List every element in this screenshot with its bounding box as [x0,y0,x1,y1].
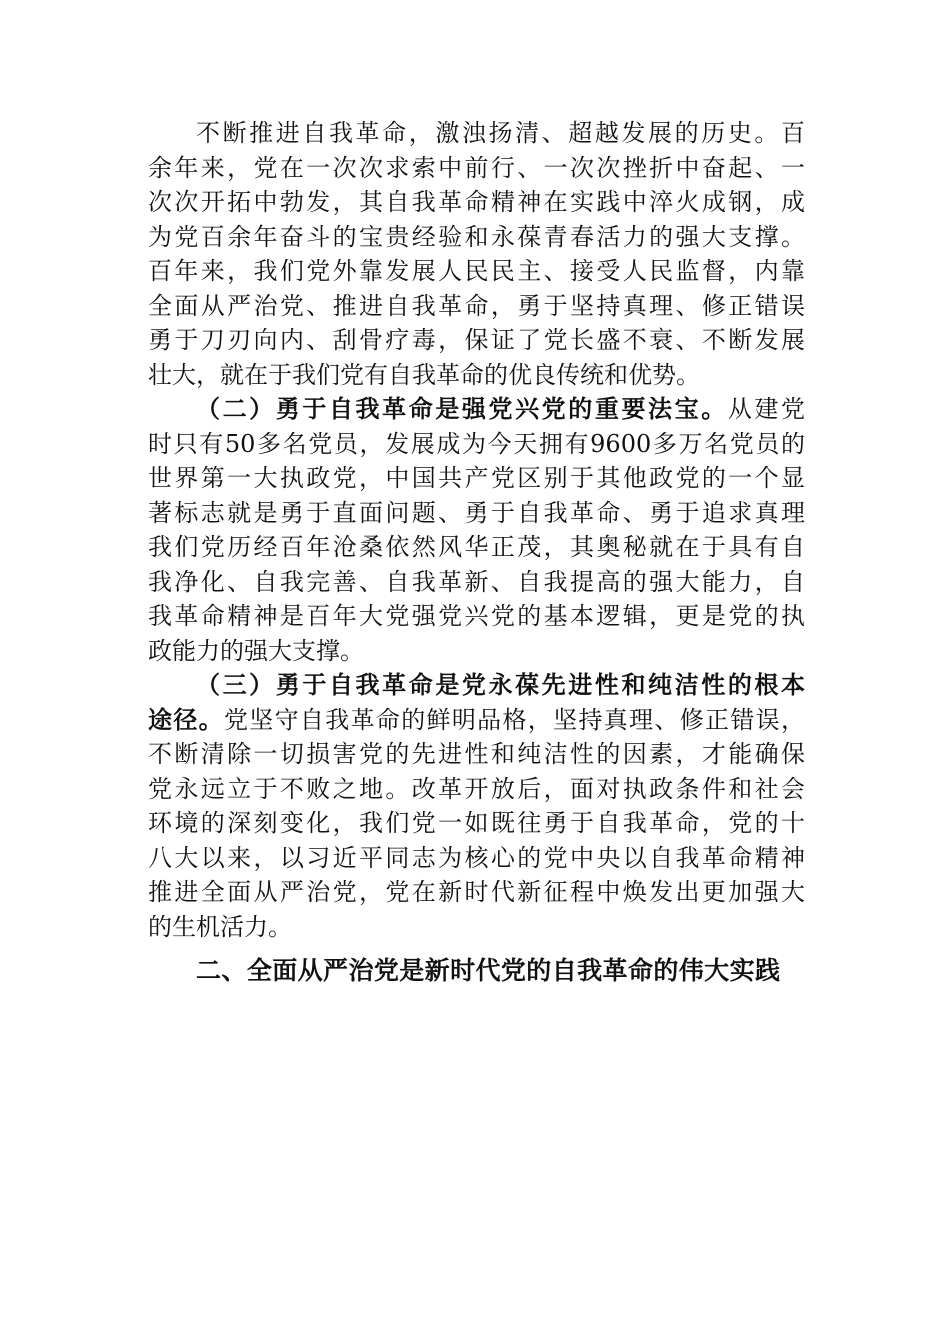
text: 世界第一大执政党，中国共产党区别于其他政党的一个显 [148,464,805,492]
text: 时只有50多名党员，发展成为今天拥有9600多万名党员的 [148,429,805,458]
paragraph-line [148,323,805,357]
text: 百年来，我们党外靠发展人民民主、接受人民监督，内靠 [148,257,805,285]
paragraph-line [148,220,805,254]
text: 著标志就是勇于直面问题、勇于自我革命、勇于追求真理 [148,498,805,527]
paragraph-line [148,358,805,392]
text: 不断推进自我革命，激浊扬清、超越发展的历史。百 [196,119,805,147]
text: 余年来，党在一次次求索中前行、一次次挫折中奋起、一 [148,153,805,182]
text: 不断清除一切损害党的先进性和纯洁性的因素，才能确保 [148,740,805,768]
bold-text: 途径。 [148,704,224,734]
paragraph-line [148,910,805,944]
paragraph-line [148,185,805,219]
text: 我革命精神是百年大党强党兴党的基本逻辑，更是党的执 [148,602,805,630]
text: 我净化、自我完善、自我革新、自我提高的强大能力，自 [148,567,805,596]
paragraph-line [196,116,805,150]
text: 勇于刀刃向内、刮骨疗毒，保证了党长盛不衰、不断发展 [148,326,805,354]
text: 我们党历经百年沧桑依然风华正茂，其奥秘就在于具有自 [148,533,805,561]
text: 全面从严治党、推进自我革命，勇于坚持真理、修正错误 [148,291,805,320]
text: 的生机活力。 [148,912,292,941]
text: 政能力的强大支撑。 [148,636,364,665]
section-heading: 二、全面从严治党是新时代党的自我革命的伟大实践 [196,956,780,985]
text: 推进全面从严治党，党在新时代新征程中焕发出更加强大 [148,878,805,906]
paragraph-line [148,496,805,530]
paragraph-line [148,634,805,668]
paragraph-line [148,703,805,737]
text: 为党百余年奋斗的宝贵经验和永葆青春活力的强大支撑。 [148,222,805,251]
text: 环境的深刻变化，我们党一如既往勇于自我革命，党的十 [148,809,805,837]
text: 次次开拓中勃发，其自我革命精神在实践中淬火成钢，成 [148,188,805,216]
text: 壮大，就在于我们党有自我革命的优良传统和优势。 [148,360,700,389]
paragraph-line [148,841,805,875]
paragraph-line [196,392,805,426]
paragraph-line [148,599,805,633]
paragraph-line [148,530,805,564]
paragraph-line [148,254,805,288]
text: 八大以来，以习近平同志为核心的党中央以自我革命精神 [148,843,805,872]
paragraph-line [148,737,805,771]
bold-text: （二）勇于自我革命是强党兴党的重要法宝。 [196,394,728,423]
text: 党坚守自我革命的鲜明品格，坚持真理、修正错误， [223,705,806,734]
text: 党永远立于不败之地。改革开放后，面对执政条件和社会 [148,774,805,803]
paragraph-line [148,461,805,495]
paragraph-line [148,151,805,185]
paragraph-line [148,806,805,840]
paragraph-line [148,289,805,323]
paragraph-line [148,875,805,909]
paragraph-line [148,565,805,599]
paragraph-line [196,668,805,702]
paragraph-line [148,427,805,461]
bold-text: （三）勇于自我革命是党永葆先进性和纯洁性的根本 [196,670,805,699]
text: 从建党 [727,395,806,423]
paragraph-line [148,772,805,806]
